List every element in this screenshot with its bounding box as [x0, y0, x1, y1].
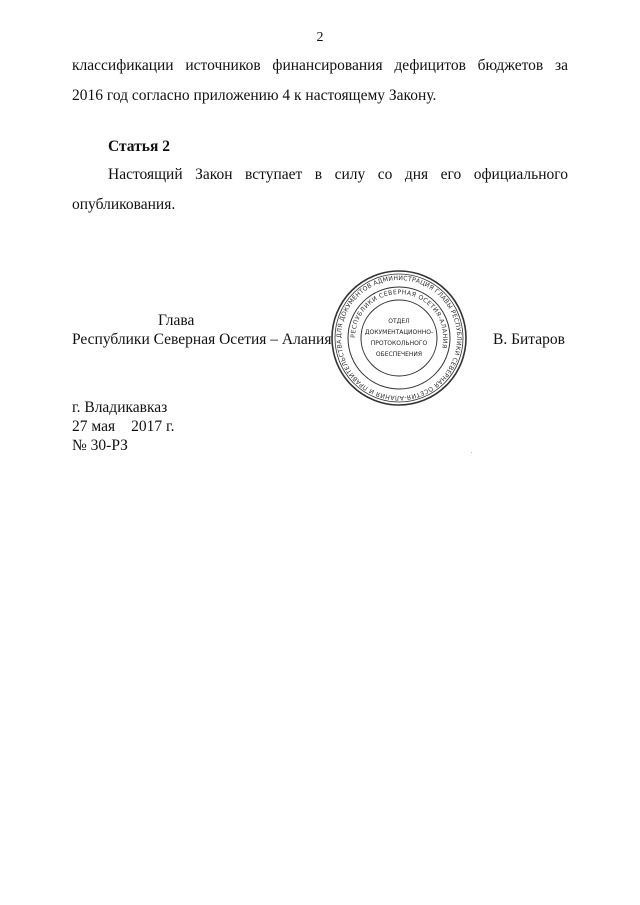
meta-number: № 30-РЗ — [72, 437, 128, 454]
signature-organization: Республики Северная Осетия – Алания — [72, 331, 332, 348]
article-heading: Статья 2 — [108, 138, 170, 155]
paragraph-2-line-2: опубликования. — [72, 196, 176, 213]
stamp-center-line-3: ПРОТОКОЛЬНОГО — [370, 340, 428, 347]
meta-date-year: 2017 г. — [131, 418, 175, 435]
meta-date — [72, 417, 174, 436]
stamp-inner-ring — [361, 300, 437, 376]
meta-city: г. Владикавказ — [72, 399, 168, 416]
paragraph-2-line-1: Настоящий Закон вступает в силу со дня его официального — [108, 166, 568, 183]
stamp-center-line-4: ОБЕСПЕЧЕНИЯ — [375, 351, 423, 358]
stamp-center-line-1: ОТДЕЛ — [388, 318, 410, 325]
page-number: 2 — [316, 30, 324, 45]
signature-name: В. Битаров — [493, 331, 565, 348]
stamp-center-line-2: ДОКУМЕНТАЦИОННО- — [364, 329, 434, 336]
stamp-outer-text: ДЛЯ ДОКУМЕНТОВ АДМИНИСТРАЦИЯ ГЛАВЫ РЕСПУБЛИКИ СЕВЕРНАЯ ОСЕТИЯ-АЛАНИЯ И ПРАВИТЕЛЬСТВА — [335, 274, 463, 402]
stamp-inner-text: РЕСПУБЛИКИ СЕВЕРНАЯ ОСЕТИЯ-АЛАНИЯ — [349, 288, 449, 350]
paragraph-1-line-2: 2016 год согласно приложению 4 к настоящему Закону. — [72, 87, 437, 104]
stamp-middle-ring — [348, 287, 450, 389]
paragraph-1-line-1: классификации источников финансирования дефицитов бюджетов за — [72, 57, 568, 74]
official-stamp — [329, 268, 469, 413]
scan-artifact-dot — [471, 452, 472, 453]
signature-title: Глава — [158, 312, 195, 329]
meta-date-day-month: 27 мая — [72, 418, 116, 435]
